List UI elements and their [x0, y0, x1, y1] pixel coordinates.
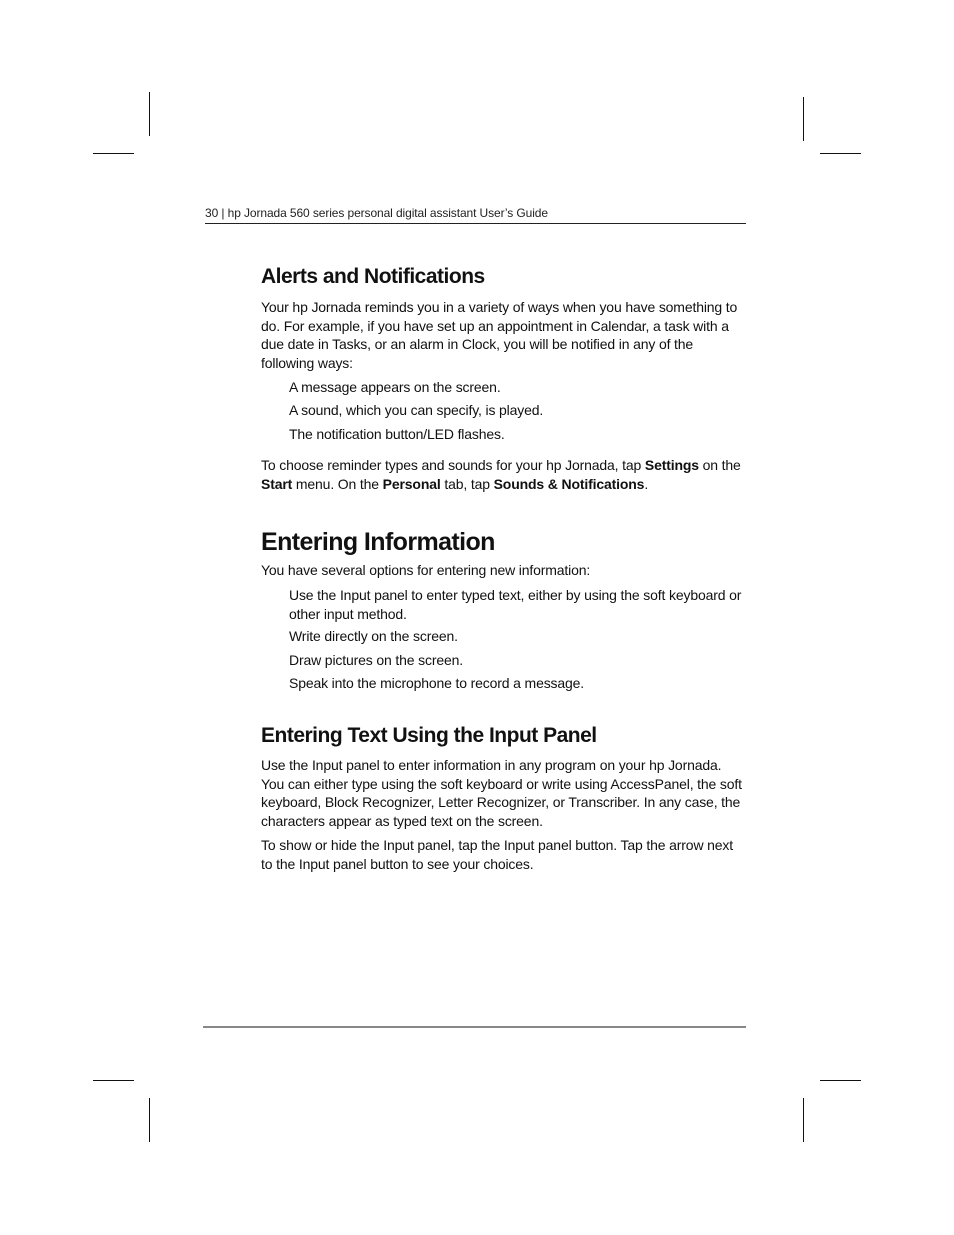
sounds-notifications-term: Sounds & Notifications [493, 475, 645, 492]
crop-mark-top-right-horizontal [820, 153, 861, 154]
heading-entering-text-input-panel: Entering Text Using the Input Panel [261, 723, 597, 747]
text-run: on the [698, 457, 741, 474]
list-item: Draw pictures on the screen. [289, 651, 463, 668]
running-head: 30 | hp Jornada 560 series personal digital assistant User’s Guide [205, 205, 746, 224]
input-panel-paragraph-1: Use the Input panel to enter information in any program on your hp Jornada. You can either type using the soft keyboard or write using AccessPanel, the soft keyboard, Block Recognizer, Letter Recognizer, or Transcriber. In any case, the characters appear as typed text on the screen. [261, 756, 742, 829]
text-run: . [644, 475, 649, 492]
crop-mark-bottom-right-vertical [803, 1098, 804, 1142]
crop-mark-bottom-left-horizontal [93, 1080, 134, 1081]
list-item: A sound, which you can specify, is played. [289, 402, 544, 419]
crop-mark-top-right-vertical [803, 97, 804, 141]
entering-info-bullet-list [261, 586, 746, 693]
crop-mark-bottom-right-horizontal [820, 1080, 861, 1081]
crop-mark-bottom-left-vertical [149, 1098, 150, 1142]
start-term: Start [261, 475, 293, 492]
footer-rule [203, 1026, 746, 1028]
settings-term: Settings [644, 457, 699, 474]
list-item: Write directly on the screen. [289, 628, 458, 645]
list-item: The notification button/LED flashes. [289, 425, 505, 442]
text-run: To choose reminder types and sounds for your hp Jornada, tap [261, 457, 645, 474]
input-panel-paragraph-2: To show or hide the Input panel, tap the Input panel button. Tap the arrow next to the Input panel button to see your choices. [261, 837, 734, 872]
alerts-bullet-list [261, 378, 746, 443]
reminder-instructions-paragraph [261, 456, 746, 493]
list-item: Use the Input panel to enter typed text, either by using the soft keyboard or other input method. [289, 586, 742, 622]
list-item: A message appears on the screen. [289, 379, 501, 396]
personal-term: Personal [382, 475, 441, 492]
alerts-intro-paragraph: Your hp Jornada reminds you in a variety of ways when you have something to do. For example, if you have set up an appointment in Calendar, a task with a due date in Tasks, or an alarm in Clock, you will be notified in any of the following ways: [261, 299, 738, 371]
heading-alerts-notifications: Alerts and Notifications [261, 265, 485, 288]
page-content [261, 262, 746, 873]
text-run: tab, tap [440, 475, 494, 492]
heading-entering-information: Entering Information [261, 528, 495, 557]
text-run: menu. On the [292, 475, 383, 492]
list-item: Speak into the microphone to record a message. [289, 675, 585, 692]
crop-mark-top-left-horizontal [93, 153, 134, 154]
entering-info-intro: You have several options for entering new information: [261, 562, 591, 579]
crop-mark-top-left-vertical [149, 92, 150, 136]
